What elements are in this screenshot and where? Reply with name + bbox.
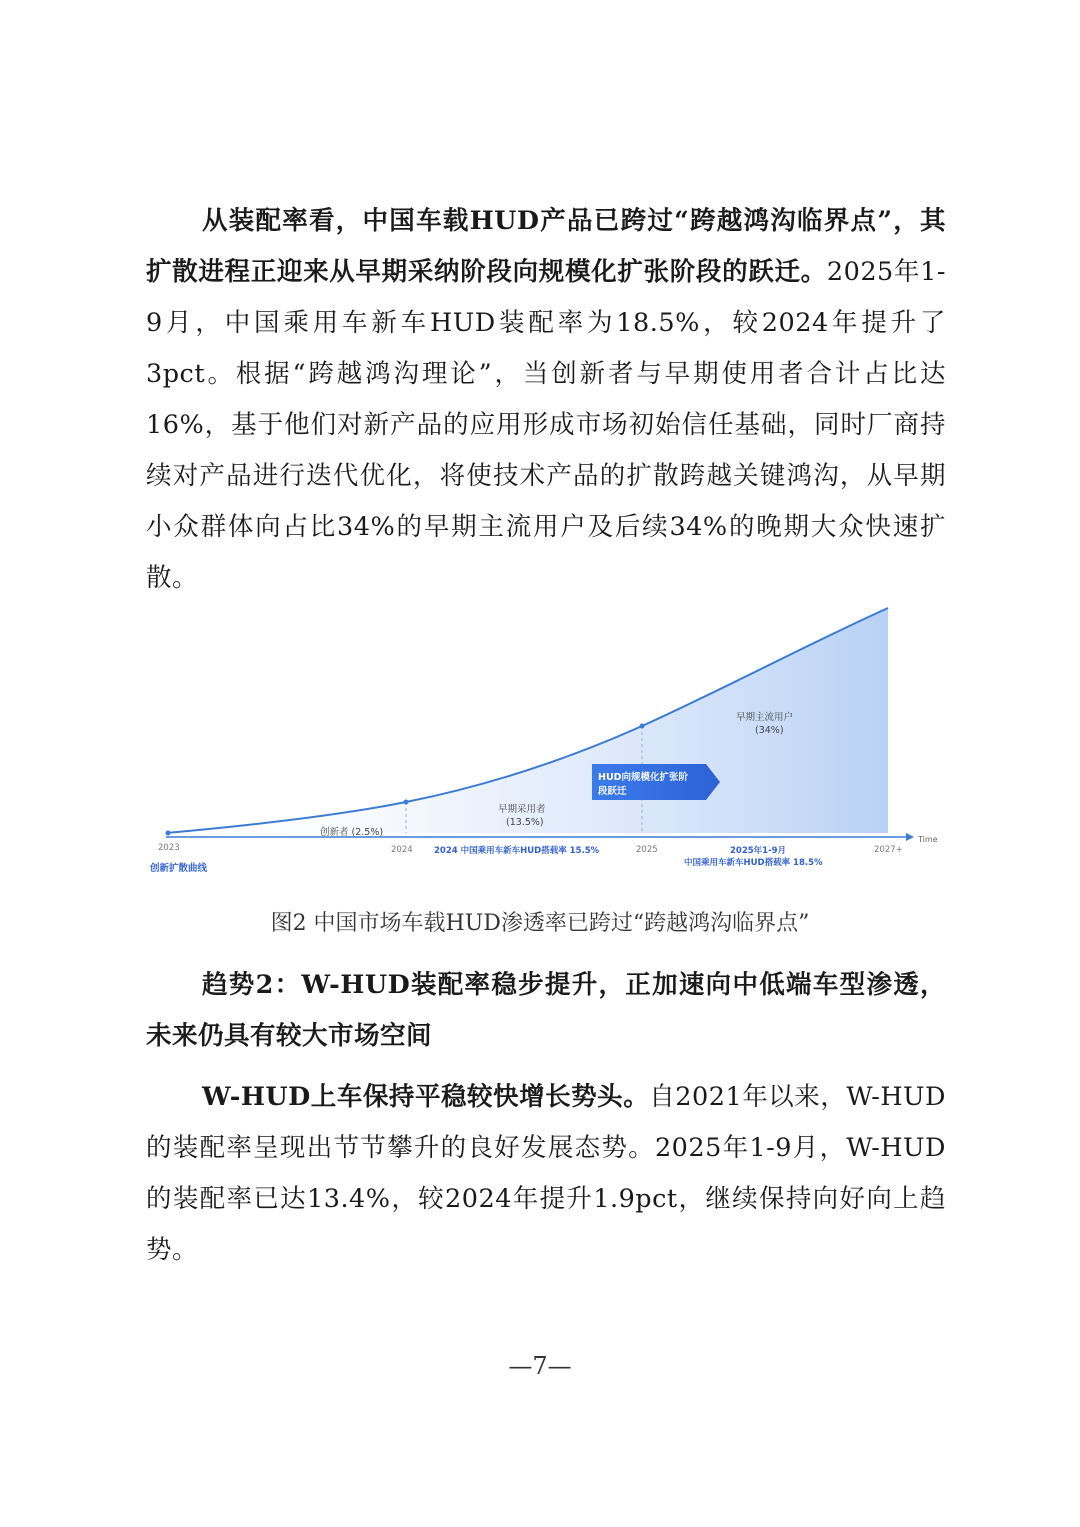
segment-label-early-adopters: 早期采用者: [498, 804, 546, 815]
x-tick-2027: 2027+: [874, 845, 903, 855]
section1-body: 2025年1-9月，中国乘用车新车HUD装配率为18.5%，较2024年提升了3pct。根据“跨越鸿沟理论”，当创新者与早期使用者合计占比达16%，基于他们对新产品的应用形成市场初始信任基础，同时厂商持续对产品进行迭代优化，将使技术产品的扩散跨越关键鸿沟，从早期小众群体向占比34%的早期主流用户及后续34%的晚期大众快速扩散。: [146, 257, 946, 593]
x-tick-2025: 2025: [636, 845, 658, 855]
annotation-2025-line2: 中国乘用车新车HUD搭载率 18.5%: [684, 858, 823, 868]
segment-label-innovators: 创新者 (2.5%): [320, 827, 384, 838]
leap-arrow-label-line2: 段跃迁: [598, 786, 627, 797]
section2-body: 自2021年以来，W-HUD的装配率呈现出节节攀升的良好发展态势。2025年1-9月，W-HUD的装配率已达13.4%，较2024年提升1.9pct，继续保持向好向上趋势。: [146, 1082, 946, 1265]
annotation-2025-line1: 2025年1-9月: [730, 846, 787, 856]
curve-label: 创新扩散曲线: [150, 863, 208, 874]
diffusion-chart: [146, 600, 946, 885]
annotation-2024: 2024 中国乘用车新车HUD搭载率 15.5%: [434, 846, 600, 856]
paragraph-section2: [146, 1072, 946, 1276]
x-axis-label: Time: [918, 835, 938, 844]
paragraph-section1: [146, 196, 946, 604]
segment-label-early-majority: 早期主流用户: [736, 712, 794, 723]
leap-arrow-label-line1: HUD向规模化扩张阶: [598, 772, 689, 783]
section2-bold-lead: W-HUD上车保持平稳较快增长势头。: [202, 1082, 650, 1112]
x-tick-2023: 2023: [158, 843, 180, 853]
trend-heading: 趋势2：W-HUD装配率稳步提升，正加速向中低端车型渗透，未来仍具有较大市场空间: [146, 970, 946, 1051]
figure-caption: 图2 中国市场车载HUD渗透率已跨过“跨越鸿沟临界点”: [270, 911, 810, 936]
diffusion-chart-svg: [146, 600, 946, 885]
curve-point-2025: [640, 724, 645, 729]
curve-point-2024: [404, 800, 409, 805]
segment-share-early-majority: (34%): [755, 725, 784, 736]
segment-share-early-adopters: (13.5%): [506, 817, 544, 828]
section1-bold-lead: 从装配率看，中国车载HUD产品已跨过“跨越鸿沟临界点”，其扩散进程正迎来从早期采纳阶段向规模化扩张阶段的跃迁。: [146, 206, 946, 287]
x-tick-2024: 2024: [391, 845, 413, 855]
curve-point-2023: [166, 831, 171, 836]
x-axis-arrowhead: [906, 833, 914, 841]
page-number: —7—: [508, 1352, 572, 1380]
